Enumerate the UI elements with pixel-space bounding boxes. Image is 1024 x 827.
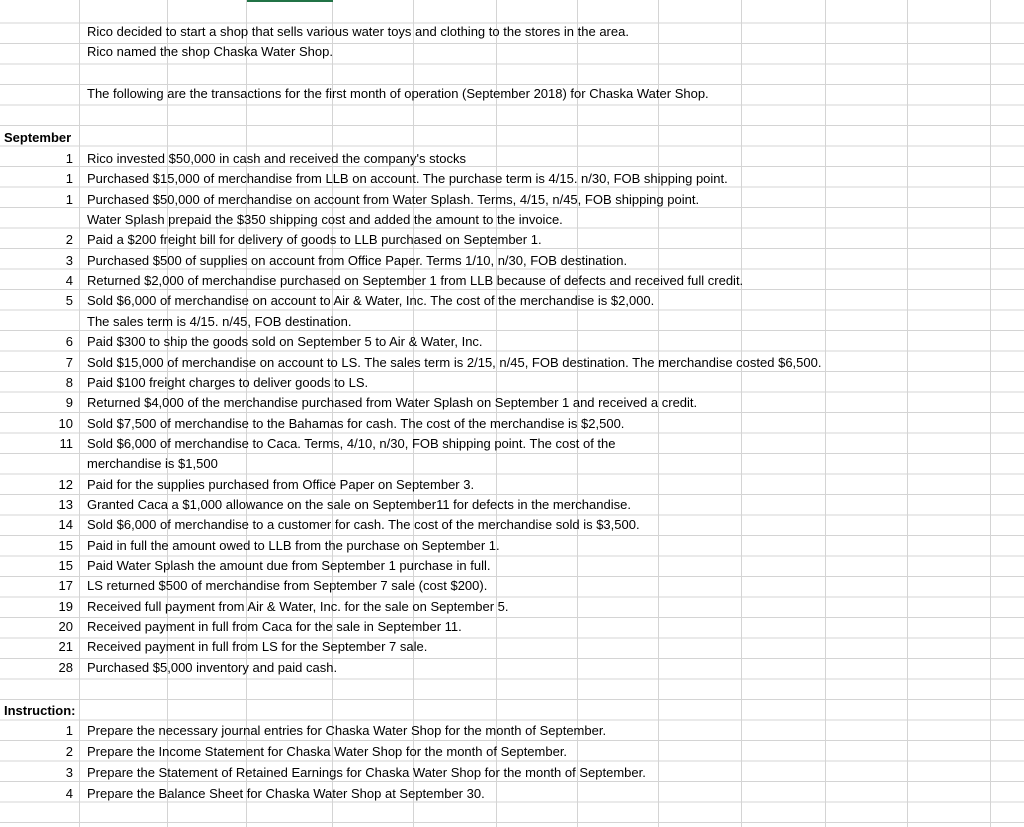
transaction-row[interactable] bbox=[0, 149, 1024, 169]
transaction-row[interactable] bbox=[0, 271, 1024, 291]
transaction-row[interactable] bbox=[0, 515, 1024, 535]
intro-row-1[interactable] bbox=[0, 22, 1024, 42]
transaction-day: 19 bbox=[58, 598, 73, 614]
transaction-text: Purchased $50,000 of merchandise on account from Water Splash. Terms, 4/15, n/45, FOB shipping point. bbox=[87, 191, 700, 207]
transaction-row[interactable] bbox=[0, 373, 1024, 393]
transaction-row[interactable] bbox=[0, 353, 1024, 373]
transaction-text: Paid $100 freight charges to deliver goods to LS. bbox=[87, 374, 369, 390]
transaction-text: Sold $15,000 of merchandise on account to LS. The sales term is 2/15, n/45, FOB destination. The merchandise costed $6,500. bbox=[87, 354, 822, 370]
intro-text-1: Rico decided to start a shop that sells various water toys and clothing to the stores in the area. bbox=[87, 24, 629, 39]
september-heading: September bbox=[4, 130, 72, 145]
transaction-row[interactable] bbox=[0, 230, 1024, 250]
transaction-text: Sold $7,500 of merchandise to the Bahamas for cash. The cost of the merchandise is $2,500. bbox=[87, 415, 625, 431]
transaction-day: 28 bbox=[58, 659, 73, 675]
transaction-day: 4 bbox=[65, 273, 73, 289]
transaction-text: LS returned $500 of merchandise from September 7 sale (cost $200). bbox=[87, 578, 488, 594]
transaction-row[interactable] bbox=[0, 597, 1024, 617]
transaction-day: 13 bbox=[58, 496, 73, 512]
transaction-text: Purchased $500 of supplies on account from Office Paper. Terms 1/10, n/30, FOB destination. bbox=[87, 252, 628, 268]
transaction-text: Paid for the supplies purchased from Office Paper on September 3. bbox=[87, 476, 475, 492]
transaction-row[interactable] bbox=[0, 332, 1024, 352]
transaction-day: 8 bbox=[65, 374, 73, 390]
instruction-row[interactable] bbox=[0, 742, 1024, 762]
transaction-day: 6 bbox=[65, 334, 73, 350]
instruction-row[interactable] bbox=[0, 763, 1024, 783]
transaction-text: Sold $6,000 of merchandise to Caca. Terms, 4/10, n/30, FOB shipping point. The cost of the bbox=[87, 435, 616, 451]
transaction-row[interactable] bbox=[0, 495, 1024, 515]
transaction-text: Paid in full the amount owed to LLB from the purchase on September 1. bbox=[87, 537, 500, 553]
transaction-day: 7 bbox=[65, 354, 73, 370]
september-heading-row[interactable] bbox=[0, 128, 1024, 148]
transaction-row[interactable] bbox=[0, 576, 1024, 596]
transaction-text: Received full payment from Air & Water, Inc. for the sale on September 5. bbox=[87, 598, 509, 614]
transaction-row[interactable] bbox=[0, 251, 1024, 271]
selected-cell-indicator bbox=[247, 0, 333, 2]
transaction-text: Returned $4,000 of the merchandise purchased from Water Splash on September 1 and received a credit. bbox=[87, 395, 698, 411]
transaction-text: Received payment in full from LS for the September 7 sale. bbox=[87, 639, 428, 655]
transaction-row[interactable] bbox=[0, 393, 1024, 413]
transaction-day: 20 bbox=[58, 619, 73, 635]
instruction-text: Prepare the necessary journal entries for Chaska Water Shop for the month of September. bbox=[87, 723, 607, 738]
transaction-row[interactable] bbox=[0, 637, 1024, 657]
transaction-row[interactable] bbox=[0, 291, 1024, 311]
transaction-text: merchandise is $1,500 bbox=[87, 456, 218, 472]
transaction-row[interactable] bbox=[0, 454, 1024, 474]
transaction-row[interactable] bbox=[0, 414, 1024, 434]
transaction-day: 14 bbox=[58, 517, 73, 533]
transaction-day: 2 bbox=[65, 232, 73, 248]
transaction-text: Granted Caca a $1,000 allowance on the sale on September11 for defects in the merchandise. bbox=[87, 496, 631, 512]
transaction-row[interactable] bbox=[0, 617, 1024, 637]
transaction-day: 1 bbox=[65, 151, 73, 166]
transaction-text: Paid $300 to ship the goods sold on September 5 to Air & Water, Inc. bbox=[87, 334, 483, 350]
transaction-text: Sold $6,000 of merchandise on account to Air & Water, Inc. The cost of the merchandise is $2,000. bbox=[87, 293, 655, 309]
instruction-text: Prepare the Balance Sheet for Chaska Water Shop at September 30. bbox=[87, 786, 485, 801]
transaction-day: 9 bbox=[65, 395, 73, 411]
transaction-day: 15 bbox=[58, 558, 73, 573]
instruction-text: Prepare the Statement of Retained Earnings for Chaska Water Shop for the month of September. bbox=[87, 765, 646, 780]
transaction-text: Purchased $15,000 of merchandise from LLB on account. The purchase term is 4/15. n/30, FOB shipping point. bbox=[87, 171, 728, 187]
transaction-text: Water Splash prepaid the $350 shipping cost and added the amount to the invoice. bbox=[87, 212, 563, 228]
transaction-row[interactable] bbox=[0, 190, 1024, 210]
transaction-text: Sold $6,000 of merchandise to a customer for cash. The cost of the merchandise sold is $3,500. bbox=[87, 517, 640, 533]
transaction-row[interactable] bbox=[0, 536, 1024, 556]
transaction-text: Rico invested $50,000 in cash and received the company's stocks bbox=[87, 151, 466, 166]
intro-row-2[interactable] bbox=[0, 42, 1024, 62]
transaction-row[interactable] bbox=[0, 658, 1024, 678]
transaction-text: Purchased $5,000 inventory and paid cash. bbox=[87, 659, 338, 675]
instruction-heading: Instruction: bbox=[4, 703, 76, 718]
transaction-day: 1 bbox=[65, 171, 73, 187]
transaction-text: The sales term is 4/15. n/45, FOB destination. bbox=[87, 313, 352, 329]
intro-row-3[interactable] bbox=[0, 84, 1024, 104]
instruction-heading-row[interactable] bbox=[0, 701, 1024, 721]
instruction-number: 1 bbox=[65, 723, 73, 738]
transaction-row[interactable] bbox=[0, 312, 1024, 332]
transaction-row[interactable] bbox=[0, 210, 1024, 230]
transaction-day: 3 bbox=[65, 252, 73, 268]
transaction-day: 11 bbox=[59, 435, 73, 451]
transaction-day: 21 bbox=[58, 639, 73, 655]
transaction-text: Returned $2,000 of merchandise purchased on September 1 from LLB because of defects and received full credit. bbox=[87, 273, 744, 289]
transaction-day: 15 bbox=[58, 537, 73, 553]
transaction-row[interactable] bbox=[0, 556, 1024, 576]
instruction-number: 4 bbox=[65, 786, 73, 801]
transaction-row[interactable] bbox=[0, 434, 1024, 454]
instruction-text: Prepare the Income Statement for Chaska Water Shop for the month of September. bbox=[87, 744, 568, 759]
transaction-row[interactable] bbox=[0, 475, 1024, 495]
instruction-row[interactable] bbox=[0, 784, 1024, 804]
transaction-day: 5 bbox=[65, 293, 73, 309]
transaction-text: Paid a $200 freight bill for delivery of goods to LLB purchased on September 1. bbox=[87, 232, 542, 248]
transaction-day: 1 bbox=[65, 191, 73, 207]
transaction-day: 10 bbox=[58, 415, 73, 431]
transaction-row[interactable] bbox=[0, 169, 1024, 189]
transaction-text: Received payment in full from Caca for the sale in September 11. bbox=[87, 619, 462, 635]
instruction-row[interactable] bbox=[0, 721, 1024, 741]
transaction-text: Paid Water Splash the amount due from September 1 purchase in full. bbox=[87, 558, 491, 573]
instruction-number: 3 bbox=[65, 765, 73, 780]
transaction-day: 17 bbox=[58, 578, 73, 594]
instruction-number: 2 bbox=[65, 744, 73, 759]
intro-text-3: The following are the transactions for the first month of operation (September 2018) for Chaska Water Shop. bbox=[87, 86, 709, 101]
transaction-day: 12 bbox=[58, 476, 73, 492]
intro-text-2: Rico named the shop Chaska Water Shop. bbox=[87, 44, 333, 59]
